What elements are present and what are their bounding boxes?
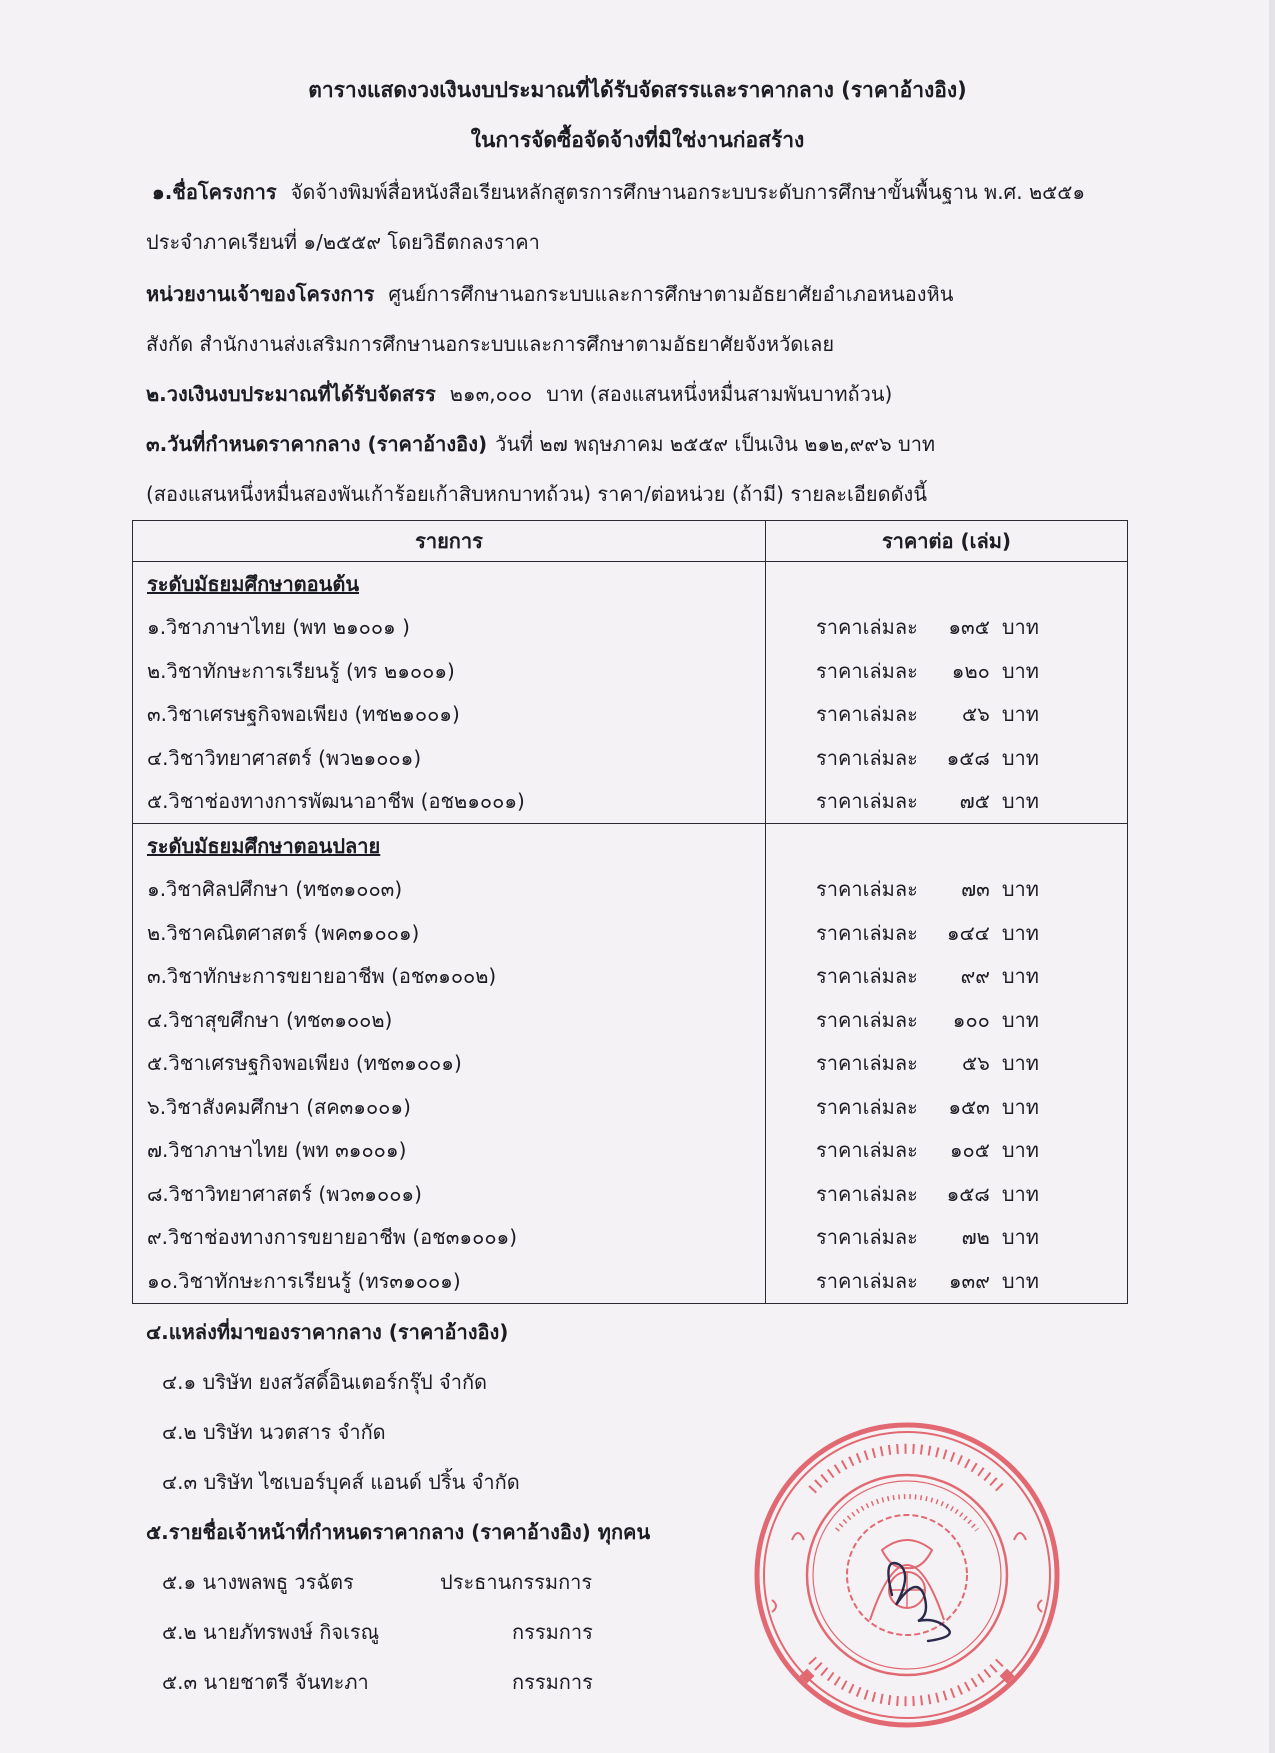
item-name: ๑.วิชาศิลปศึกษา (ทช๓๑๐๐๓) [133,868,766,912]
affiliation: สังกัด สำนักงานส่งเสริมการศึกษานอกระบบและการศึกษาตามอัธยาศัยจังหวัดเลย [146,332,835,356]
group-price-cell [766,824,1128,868]
item-name: ๒.วิชาคณิตศาสตร์ (พค๓๑๐๐๑) [133,911,766,955]
table-row [133,1172,1128,1216]
section4-heading: ๔.แหล่งที่มาของราคากลาง (ราคาอ้างอิง) [146,1320,509,1344]
item-price-cell [766,911,1128,955]
price-prefix: ราคาเล่มละ [816,1181,918,1206]
price-value: ๕๖ [962,1051,990,1076]
section3-heading: ๓.วันที่กำหนดราคากลาง (ราคาอ้างอิง) [146,432,488,456]
price-value: ๗๒ [961,1225,990,1250]
price-prefix: ราคาเล่มละ [816,745,918,770]
section3-line [146,428,935,460]
item-price-cell [766,1216,1128,1260]
price-value: ๑๐๐ [952,1007,990,1032]
source-item: ๔.๓ บริษัท ไซเบอร์บุคส์ แอนด์ ปริ้น จำกัด [162,1470,520,1494]
price-prefix: ราคาเล่มละ [816,1225,918,1250]
table-row [133,955,1128,999]
section2-heading: ๒.วงเงินงบประมาณที่ได้รับจัดสรร [146,382,436,406]
price-prefix: ราคาเล่มละ [816,658,918,683]
item-name: ๓.วิชาทักษะการขยายอาชีพ (อช๓๑๐๐๒) [133,955,766,999]
owner-name: ศูนย์การศึกษานอกระบบและการศึกษาตามอัธยาศัยอำเภอหนองหิน [388,282,954,306]
table-group-row [133,562,1128,606]
table-row [133,868,1128,912]
item-name: ๒.วิชาทักษะการเรียนรู้ (ทร ๒๑๐๐๑) [133,649,766,693]
price-unit: บาท [1001,1181,1039,1206]
table-row [133,693,1128,737]
item-price-cell [766,1129,1128,1173]
member-role: กรรมการ [512,1670,593,1694]
item-price-cell [766,780,1128,824]
price-unit: บาท [1001,920,1039,945]
table-row [133,606,1128,650]
table-row [133,1129,1128,1173]
item-name: ๖.วิชาสังคมศึกษา (สค๓๑๐๐๑) [133,1085,766,1129]
table-row [133,649,1128,693]
price-value: ๑๕๘ [946,1181,990,1206]
item-name: ๕.วิชาช่องทางการพัฒนาอาชีพ (อช๒๑๐๐๑) [133,780,766,824]
price-prefix: ราคาเล่มละ [816,1138,918,1163]
section2-line [146,378,892,410]
price-value: ๑๕๓ [948,1094,990,1119]
header-price: ราคาต่อ (เล่ม) [766,521,1128,562]
item-price-cell [766,955,1128,999]
item-price-cell [766,649,1128,693]
price-unit: บาท [1001,702,1039,727]
table-group-row [133,824,1128,868]
price-unit: บาท [1001,658,1039,683]
table-row [133,911,1128,955]
item-name: ๑.วิชาภาษาไทย (พท ๒๑๐๐๑ ) [133,606,766,650]
member-name: ๕.๓ นายชาตรี จันทะภา [162,1670,369,1694]
price-value: ๕๖ [962,702,990,727]
price-unit: บาท [1001,1138,1039,1163]
price-prefix: ราคาเล่มละ [816,877,918,902]
section1-term: ประจำภาคเรียนที่ ๑/๒๕๕๙ โดยวิธีตกลงราคา [146,230,540,254]
table-row [133,998,1128,1042]
section1-line [152,176,1085,208]
price-unit: บาท [1001,1007,1039,1032]
price-unit: บาท [1001,745,1039,770]
header-items: รายการ [133,521,766,562]
document-subtitle: ในการจัดซื้อจัดจ้างที่มิใช่งานก่อสร้าง [470,128,805,152]
group-price-cell [766,562,1128,606]
price-prefix: ราคาเล่มละ [816,964,918,989]
item-price-cell [766,736,1128,780]
price-value: ๑๕๘ [946,745,990,770]
price-value: ๗๓ [961,877,990,902]
price-value: ๑๓๙ [948,1268,990,1293]
member-role: ประธานกรรมการ [440,1570,593,1594]
budget-amount: ๒๑๓,๐๐๐ [449,382,533,406]
item-price-cell [766,998,1128,1042]
price-prefix: ราคาเล่มละ [816,1268,918,1293]
item-name: ๔.วิชาสุขศึกษา (ทช๓๑๐๐๒) [133,998,766,1042]
price-value: ๙๙ [960,964,990,989]
member-role: กรรมการ [512,1620,593,1644]
price-prefix: ราคาเล่มละ [816,920,918,945]
section3-amount-words: (สองแสนหนึ่งหมื่นสองพันเก้าร้อยเก้าสิบหกบาทถ้วน) ราคา/ต่อหน่วย (ถ้ามี) รายละเอียดดังนี้ [146,482,927,506]
price-unit: บาท [1001,1051,1039,1076]
price-unit: บาท [1001,789,1039,814]
item-price-cell [766,1259,1128,1303]
reference-date: วันที่ ๒๗ พฤษภาคม ๒๕๕๙ เป็นเงิน ๒๑๒,๙๙๖ บาท [495,432,936,456]
member-name: ๕.๑ นางพลพธู วรฉัตร [162,1570,354,1594]
item-name: ๓.วิชาเศรษฐกิจพอเพียง (ทช๒๑๐๐๑) [133,693,766,737]
section5-heading: ๕.รายชื่อเจ้าหน้าที่กำหนดราคากลาง (ราคาอ้างอิง) ทุกคน [146,1520,651,1544]
budget-text: บาท (สองแสนหนึ่งหมื่นสามพันบาทถ้วน) [546,382,893,406]
table-row [133,736,1128,780]
price-table-body [133,562,1128,1304]
price-unit: บาท [1001,1094,1039,1119]
item-price-cell [766,693,1128,737]
price-unit: บาท [1001,964,1039,989]
price-value: ๑๒๐ [951,658,990,683]
price-value: ๑๔๔ [946,920,990,945]
price-prefix: ราคาเล่มละ [816,615,918,640]
price-prefix: ราคาเล่มละ [816,789,918,814]
item-price-cell [766,1042,1128,1086]
price-prefix: ราคาเล่มละ [816,1094,918,1119]
item-name: ๗.วิชาภาษาไทย (พท ๓๑๐๐๑) [133,1129,766,1173]
price-prefix: ราคาเล่มละ [816,702,918,727]
item-price-cell [766,1172,1128,1216]
table-row [133,1042,1128,1086]
table-row [133,780,1128,824]
item-name: ๑๐.วิชาทักษะการเรียนรู้ (ทร๓๑๐๐๑) [133,1259,766,1303]
item-name: ๕.วิชาเศรษฐกิจพอเพียง (ทช๓๑๐๐๑) [133,1042,766,1086]
table-row [133,1085,1128,1129]
item-price-cell [766,1085,1128,1129]
group-heading: ระดับมัธยมศึกษาตอนต้น [133,562,766,606]
document-title: ตารางแสดงวงเงินงบประมาณที่ได้รับจัดสรรและราคากลาง (ราคาอ้างอิง) [308,78,967,102]
section1-project: จัดจ้างพิมพ์สื่อหนังสือเรียนหลักสูตรการศึกษานอกระบบระดับการศึกษาขั้นพื้นฐาน พ.ศ. ๒๕๕๑ [290,180,1086,204]
section1-heading: ๑.ชื่อโครงการ [152,180,277,204]
price-unit: บาท [1001,1225,1039,1250]
group-heading: ระดับมัธยมศึกษาตอนปลาย [133,824,766,868]
official-seal-stamp [752,1420,1062,1730]
source-item: ๔.๑ บริษัท ยงสวัสดิ์อินเตอร์กรุ๊ป จำกัด [162,1370,488,1394]
page-edge [1269,0,1275,1753]
table-row [133,1259,1128,1303]
item-name: ๔.วิชาวิทยาศาสตร์ (พว๒๑๐๐๑) [133,736,766,780]
table-row [133,1216,1128,1260]
member-name: ๕.๒ นายภัทรพงษ์ กิจเรณู [162,1620,380,1644]
price-unit: บาท [1001,877,1039,902]
section1-owner-line [146,278,953,310]
price-prefix: ราคาเล่มละ [816,1051,918,1076]
owner-label: หน่วยงานเจ้าของโครงการ [146,282,375,306]
price-prefix: ราคาเล่มละ [816,1007,918,1032]
source-item: ๔.๒ บริษัท นวตสาร จำกัด [162,1420,386,1444]
price-value: ๑๓๕ [948,615,990,640]
price-value: ๑๐๕ [949,1138,990,1163]
item-name: ๙.วิชาช่องทางการขยายอาชีพ (อช๓๑๐๐๑) [133,1216,766,1260]
price-table [132,520,1128,1304]
price-value: ๗๕ [959,789,990,814]
item-price-cell [766,606,1128,650]
price-unit: บาท [1001,1268,1039,1293]
item-price-cell [766,868,1128,912]
item-name: ๘.วิชาวิทยาศาสตร์ (พว๓๑๐๐๑) [133,1172,766,1216]
price-unit: บาท [1001,615,1039,640]
